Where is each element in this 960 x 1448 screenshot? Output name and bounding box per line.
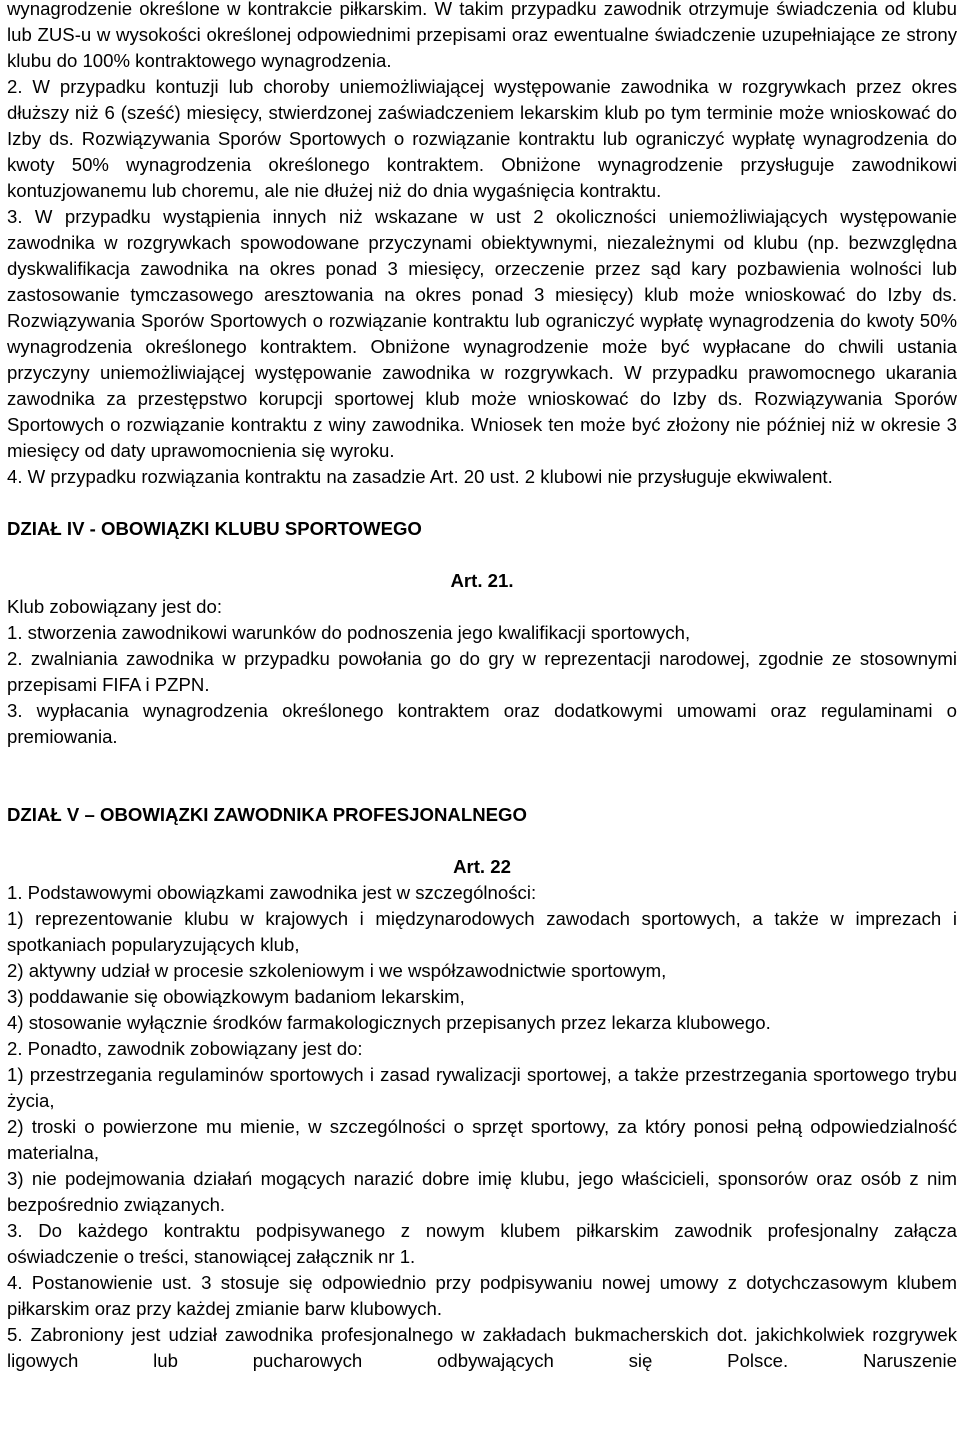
article-22-paragraph-1-item: 2) aktywny udział w procesie szkoleniowym i we współzawodnictwie sportowym, (7, 960, 667, 981)
article-22-paragraph-1-item: 4) stosowanie wyłącznie środków farmakologicznych przepisanych przez lekarza klubowego. (7, 1012, 771, 1033)
article-21-item: 2. zwalniania zawodnika w przypadku powołania go do gry w reprezentacji narodowej, zgodnie ze stosownymi przepisami FIFA i PZPN. (7, 648, 957, 695)
article-21-item: 1. stworzenia zawodnikowi warunków do podnoszenia jego kwalifikacji sportowych, (7, 622, 691, 643)
article-22-paragraph-2-item: 1) przestrzegania regulaminów sportowych i zasad rywalizacji sportowej, a także przestrzegania sportowego trybu życia, (7, 1064, 957, 1111)
section-heading-dzial-v: DZIAŁ V – OBOWIĄZKI ZAWODNIKA PROFESJONALNEGO (7, 804, 527, 825)
article-22-paragraph-3: 3. Do każdego kontraktu podpisywanego z nowym klubem piłkarskim zawodnik profesjonalny załącza oświadczenie o treści, stanowiącej załącznik nr 1. (7, 1220, 957, 1267)
article-22-paragraph-1-lead: 1. Podstawowymi obowiązkami zawodnika jest w szczególności: (7, 882, 537, 903)
article-22-paragraph-1-item: 3) poddawanie się obowiązkowym badaniom lekarskim, (7, 986, 465, 1007)
article-22-paragraph-2-item: 3) nie podejmowania działań mogących narazić dobre imię klubu, jego właścicieli, sponsorów oraz osób z nim bezpośrednio związanych. (7, 1168, 957, 1215)
article-22-paragraph-1-item: 1) reprezentowanie klubu w krajowych i międzynarodowych zawodach sportowych, a także w imprezach i spotkaniach popularyzujących klub, (7, 908, 957, 955)
spacer (7, 490, 957, 516)
paragraph-2: 2. W przypadku kontuzji lub choroby uniemożliwiającej występowanie zawodnika w rozgrywkach przez okres dłuższy niż 6 (sześć) miesięcy, stwierdzonej zaświadczeniem lekarskim klub po tym terminie może wnioskować do Izby ds. Rozwiązywania Sporów Sportowych o rozwiązanie kontraktu lub ograniczyć wypłatę wynagrodzenia do kwoty 50% wynagrodzenia określonego kontraktem. Obniżone wynagrodzenie przysługuje zawodnikowi kontuzjowanemu lub choremu, ale nie dłużej niż do dnia wygaśnięcia kontraktu. (7, 76, 957, 201)
article-title-21: Art. 21. (450, 570, 514, 591)
article-22-paragraph-5: 5. Zabroniony jest udział zawodnika profesjonalnego w zakładach bukmacherskich dot. jakichkolwiek rozgrywek ligowych lub pucharowych odbywających się Polsce. Naruszenie (7, 1324, 957, 1371)
spacer (7, 542, 957, 568)
paragraph-4: 4. W przypadku rozwiązania kontraktu na zasadzie Art. 20 ust. 2 klubowi nie przysługuje ekwiwalent. (7, 466, 833, 487)
paragraph-continuation: wynagrodzenie określone w kontrakcie piłkarskim. W takim przypadku zawodnik otrzymuje świadczenia od klubu lub ZUS-u w wysokości określonej odpowiednimi przepisami oraz ewentualne świadczenie uzupełniające ze strony klubu do 100% kontraktowego wynagrodzenia. (7, 0, 957, 71)
article-22-paragraph-2-lead: 2. Ponadto, zawodnik zobowiązany jest do: (7, 1038, 363, 1059)
article-title-22: Art. 22 (453, 856, 511, 877)
article-22-paragraph-4: 4. Postanowienie ust. 3 stosuje się odpowiednio przy podpisywaniu nowej umowy z dotychczasowym klubem piłkarskim oraz przy każdej zmianie barw klubowych. (7, 1272, 957, 1319)
article-22-paragraph-2-item: 2) troski o powierzone mu mienie, w szczególności o sprzęt sportowy, za który ponosi pełną odpowiedzialność materialna, (7, 1116, 957, 1163)
document-body (7, 0, 957, 1374)
paragraph-3: 3. W przypadku wystąpienia innych niż wskazane w ust 2 okoliczności uniemożliwiających występowanie zawodnika w rozgrywkach spowodowane przyczynami obiektywnymi, niezależnymi od klubu (np. bezwzględna dyskwalifikacja zawodnika na okres ponad 3 miesięcy, orzeczenie przez sąd kary pozbawienia wolności lub zastosowanie tymczasowego aresztowania na okres ponad 3 miesięcy) klub może wnioskować do Izby ds. Rozwiązywania Sporów Sportowych o rozwiązanie kontraktu lub ograniczyć wypłatę wynagrodzenia do kwoty 50% wynagrodzenia określonego kontraktem. Obniżone wynagrodzenie może być wypłacane do chwili ustania przyczyny uniemożliwiającej występowanie zawodnika w rozgrywkach. W przypadku prawomocnego ukarania zawodnika za przestępstwo korupcji sportowej klub może wnioskować do Izby ds. Rozwiązywania Sporów Sportowych o rozwiązanie kontraktu z winy zawodnika. Wniosek ten może być złożony nie później niż w okresie 3 miesięcy od daty uprawomocnienia się wyroku. (7, 206, 957, 461)
spacer (7, 828, 957, 854)
spacer (7, 750, 957, 802)
article-21-item: 3. wypłacania wynagrodzenia określonego kontraktem oraz dodatkowymi umowami oraz regulaminami o premiowania. (7, 700, 957, 747)
article-21-lead: Klub zobowiązany jest do: (7, 596, 222, 617)
section-heading-dzial-iv: DZIAŁ IV - OBOWIĄZKI KLUBU SPORTOWEGO (7, 518, 422, 539)
